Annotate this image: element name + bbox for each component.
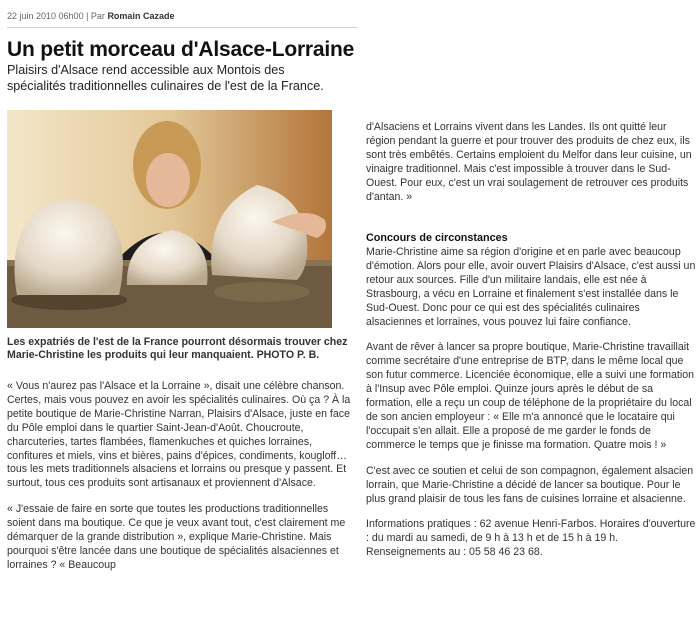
left-body <box>7 380 352 585</box>
paragraph-continuation: d'Alsaciens et Lorrains vivent dans les Landes. Ils ont quitté leur région pendant la guerre et pour trouver des produits de chez eux, ils sont très embêtés. Certains emploient du Melfor dans leur cuisine, un vinaigre traditionnel. Mais c'est impossible à trouver dans le Sud-Ouest. Pour eux, c'est un vrai soulagement de retrouver ces produits d'antan. » <box>366 121 692 203</box>
byline-separator: | Par <box>83 11 108 21</box>
photo-caption: Les expatriés de l'est de la France pourront désormais trouver chez Marie-Christine les produits qui leur manquaient. PHOTO P. B. <box>7 336 348 361</box>
article-title: Un petit morceau d'Alsace-Lorraine <box>7 38 355 61</box>
paragraph: « Vous n'aurez pas l'Alsace et la Lorraine », disait une célèbre chanson. Certes, mais vous pouvez en avoir les spécialités culinaires. Où ça ? À la petite boutique de Marie-Christine Narran, Plaisirs d'Alsace, juste en face du Pôle emploi dans le quartier Saint-Jean-d'Août. Choucroute, charcuteries, tartes flambées, flamenkuches et quiches lorraines, confitures et miels, vins et bières, pains d'épices, condiments, kougloff… tous les mets traditionnels alsaciens et lorrains ou presque y passent. Et surtout, tous ces produits sont artisanaux et proviennent d'Alsace. <box>7 380 351 490</box>
article-photo <box>7 110 332 328</box>
practical-info: Informations pratiques : 62 avenue Henri-Farbos. Horaires d'ouverture : du mardi au samedi, de 9 h à 13 h et de 15 h à 19 h. Renseignements au : 05 58 46 23 68. <box>366 518 696 559</box>
byline <box>7 11 174 21</box>
author-link[interactable]: Romain Cazade <box>107 11 175 21</box>
photo-illustration <box>7 110 332 328</box>
paragraph: « J'essaie de faire en sorte que toutes les productions traditionnelles soient dans ma boutique. Ce que je veux avant tout, c'est clairement me démarquer de la grande distribution », explique Marie-Christine. Mais pourquoi s'être lancée dans une boutique de spécialités alsaciennes et lorraines ? « Beaucoup <box>7 503 346 571</box>
publish-date: 22 juin 2010 06h00 <box>7 11 84 21</box>
paragraph: C'est avec ce soutien et celui de son compagnon, également alsacien lorrain, que Marie-Christine a décidé de lancer sa boutique. Pour le plus grand plaisir de tous les fans de cuisines lorraine et alsacienne. <box>366 464 694 505</box>
article-lead: Plaisirs d'Alsace rend accessible aux Montois des spécialités traditionnelles culinaires de l'est de la France. <box>7 63 324 93</box>
section-subheading: Concours de circonstances <box>366 232 508 244</box>
divider <box>7 27 357 28</box>
paragraph: Avant de rêver à lancer sa propre boutique, Marie-Christine travaillait comme secrétaire d'une entreprise de BTP, dans le même local que son futur commerce. Licenciée économique, elle a suivi une formation à l'Insup avec Pôle emploi. Quinze jours après le début de sa formation, elle a reçu un coup de téléphone de la propriétaire du local de son ancien employeur : « Elle m'a annoncé que le locataire qui l'occupait s'en allait. Elle a proposé de me garder le fonds de commerce le temps que je finisse ma formation. Quatre mois ! » <box>366 341 694 451</box>
right-body <box>366 246 696 572</box>
paragraph: Marie-Christine aime sa région d'origine et en parle avec beaucoup d'émotion. Alors pour elle, avoir ouvert Plaisirs d'Alsace, c'est aussi un retour aux sources. Fille d'un militaire landais, elle est née à Strasbourg, a vécu en Lorraine et finalement s'est installée dans le Sud-Ouest. Donc pour ce qui est des spécialités culinaires alsaciennes et lorraines, vous pouvez lui faire confiance. <box>366 246 696 328</box>
left-column <box>7 0 357 638</box>
